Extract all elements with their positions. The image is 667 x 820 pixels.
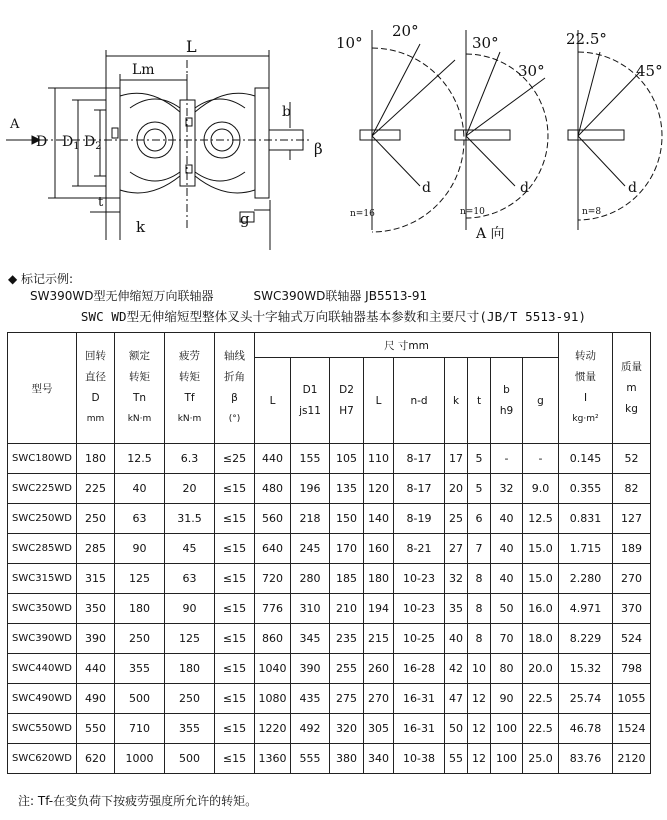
value-cell: ≤25 (215, 444, 255, 474)
value-cell: 50 (445, 714, 468, 744)
value-cell: ≤15 (215, 684, 255, 714)
value-cell: 4.971 (559, 594, 613, 624)
header-size: 尺 寸mm (255, 333, 559, 358)
header-rated-torque: 额定 转矩 Tn kN·m (115, 333, 165, 444)
value-cell: 490 (77, 684, 115, 714)
value-cell: 305 (364, 714, 394, 744)
value-cell: 40 (445, 624, 468, 654)
header-t: t (468, 358, 491, 444)
header-inertia: 转动 惯量 I kg·m² (559, 333, 613, 444)
value-cell: 20.0 (523, 654, 559, 684)
value-cell: 25.74 (559, 684, 613, 714)
value-cell: 524 (613, 624, 651, 654)
value-cell: 40 (115, 474, 165, 504)
value-cell: 16-28 (394, 654, 445, 684)
value-cell: 127 (613, 504, 651, 534)
model-cell: SWC250WD (8, 504, 77, 534)
value-cell: 8 (468, 624, 491, 654)
value-cell: 185 (330, 564, 364, 594)
value-cell: 45 (165, 534, 215, 564)
value-cell: 189 (613, 534, 651, 564)
value-cell: 16.0 (523, 594, 559, 624)
value-cell: 52 (613, 444, 651, 474)
value-cell: 1080 (255, 684, 291, 714)
value-cell: 32 (491, 474, 523, 504)
header-D1: D1 js11 (291, 358, 330, 444)
value-cell: 46.78 (559, 714, 613, 744)
model-cell: SWC550WD (8, 714, 77, 744)
value-cell: 245 (291, 534, 330, 564)
header-diameter: 回转 直径 D mm (77, 333, 115, 444)
label-b: b (282, 104, 291, 120)
value-cell: 8 (468, 564, 491, 594)
value-cell: 6.3 (165, 444, 215, 474)
value-cell: 720 (255, 564, 291, 594)
table-row (8, 534, 651, 564)
value-cell: 70 (491, 624, 523, 654)
value-cell: - (491, 444, 523, 474)
value-cell: 210 (330, 594, 364, 624)
value-cell: ≤15 (215, 714, 255, 744)
value-cell: 280 (291, 564, 330, 594)
value-cell: 0.145 (559, 444, 613, 474)
value-cell: 31.5 (165, 504, 215, 534)
example-line (30, 289, 427, 303)
value-cell: 1055 (613, 684, 651, 714)
flange1-angle1: 10° (336, 34, 363, 52)
value-cell: 42 (445, 654, 468, 684)
flange1-d: d (422, 180, 431, 196)
value-cell: 480 (255, 474, 291, 504)
value-cell: 20 (165, 474, 215, 504)
value-cell: 50 (491, 594, 523, 624)
value-cell: 18.0 (523, 624, 559, 654)
value-cell: 16-31 (394, 684, 445, 714)
value-cell: 0.831 (559, 504, 613, 534)
value-cell: 8 (468, 594, 491, 624)
value-cell: 355 (165, 714, 215, 744)
value-cell: 2120 (613, 744, 651, 774)
value-cell: 10 (468, 654, 491, 684)
value-cell: 555 (291, 744, 330, 774)
view-label: A 向 (476, 226, 505, 242)
value-cell: 225 (77, 474, 115, 504)
model-cell: SWC490WD (8, 684, 77, 714)
flange-view-8 (568, 30, 662, 230)
value-cell: 1360 (255, 744, 291, 774)
value-cell: 10-23 (394, 564, 445, 594)
label-k: k (136, 218, 146, 236)
value-cell: 35 (445, 594, 468, 624)
value-cell: 10-25 (394, 624, 445, 654)
label-D2: $D_2$ (84, 134, 102, 152)
value-cell: 620 (77, 744, 115, 774)
flange3-angle1: 22.5° (566, 30, 607, 48)
header-mass: 质量 m kg (613, 333, 651, 444)
value-cell: 6 (468, 504, 491, 534)
value-cell: 180 (364, 564, 394, 594)
value-cell: 0.355 (559, 474, 613, 504)
header-g: g (523, 358, 559, 444)
value-cell: 218 (291, 504, 330, 534)
value-cell: 140 (364, 504, 394, 534)
value-cell: ≤15 (215, 504, 255, 534)
value-cell: 12.5 (523, 504, 559, 534)
value-cell: 80 (491, 654, 523, 684)
value-cell: 8-17 (394, 444, 445, 474)
value-cell: 27 (445, 534, 468, 564)
value-cell: ≤15 (215, 624, 255, 654)
label-Lm: Lm (132, 62, 155, 78)
table-row (8, 744, 651, 774)
value-cell: 12 (468, 744, 491, 774)
flange-view-10 (455, 30, 548, 230)
value-cell: 22.5 (523, 714, 559, 744)
value-cell: 10-38 (394, 744, 445, 774)
value-cell: 16-31 (394, 714, 445, 744)
value-cell: 7 (468, 534, 491, 564)
table-row (8, 684, 651, 714)
value-cell: 17 (445, 444, 468, 474)
flange-view-16 (360, 30, 464, 232)
value-cell: 340 (364, 744, 394, 774)
header-angle: 轴线 折角 β (°) (215, 333, 255, 444)
value-cell: 550 (77, 714, 115, 744)
spec-table (7, 332, 651, 774)
example-part1: SW390WD型无伸缩短万向联轴器 (30, 289, 214, 303)
value-cell: ≤15 (215, 744, 255, 774)
value-cell: ≤15 (215, 654, 255, 684)
value-cell: 310 (291, 594, 330, 624)
value-cell: - (523, 444, 559, 474)
value-cell: 10-23 (394, 594, 445, 624)
model-cell: SWC620WD (8, 744, 77, 774)
model-cell: SWC390WD (8, 624, 77, 654)
model-cell: SWC315WD (8, 564, 77, 594)
value-cell: 435 (291, 684, 330, 714)
value-cell: 8-21 (394, 534, 445, 564)
flange3-d: d (628, 180, 637, 196)
coupling-side-view (6, 50, 310, 250)
value-cell: 9.0 (523, 474, 559, 504)
value-cell: 285 (77, 534, 115, 564)
value-cell: 260 (364, 654, 394, 684)
value-cell: 8-19 (394, 504, 445, 534)
value-cell: 55 (445, 744, 468, 774)
label-g: g (240, 210, 250, 228)
value-cell: 250 (77, 504, 115, 534)
value-cell: 22.5 (523, 684, 559, 714)
value-cell: 250 (115, 624, 165, 654)
example-part2: SWC390WD联轴器 JB5513-91 (253, 289, 428, 303)
value-cell: 90 (115, 534, 165, 564)
value-cell: 8-17 (394, 474, 445, 504)
table-row (8, 474, 651, 504)
header-fatigue-torque: 疲劳 转矩 Tf kN·m (165, 333, 215, 444)
value-cell: 40 (491, 564, 523, 594)
flange3-angle2: 45° (636, 62, 663, 80)
technical-drawing (0, 0, 667, 262)
value-cell: 500 (165, 744, 215, 774)
header-D2: D2 H7 (330, 358, 364, 444)
value-cell: 270 (364, 684, 394, 714)
value-cell: 390 (77, 624, 115, 654)
value-cell: 1040 (255, 654, 291, 684)
value-cell: 15.32 (559, 654, 613, 684)
label-D1: $D_1$ (62, 134, 80, 152)
value-cell: 135 (330, 474, 364, 504)
value-cell: 12 (468, 684, 491, 714)
value-cell: 90 (165, 594, 215, 624)
table-title: SWC WD型无伸缩短型整体叉头十字轴式万向联轴器基本参数和主要尺寸(JB/T 5513-91) (80, 309, 587, 324)
value-cell: 160 (364, 534, 394, 564)
table-body (8, 444, 651, 774)
value-cell: 1.715 (559, 534, 613, 564)
value-cell: 500 (115, 684, 165, 714)
value-cell: 345 (291, 624, 330, 654)
value-cell: 100 (491, 744, 523, 774)
value-cell: 2.280 (559, 564, 613, 594)
value-cell: 40 (491, 534, 523, 564)
header-L: L (255, 358, 291, 444)
flange2-count: n=10 (460, 207, 485, 217)
value-cell: 120 (364, 474, 394, 504)
model-cell: SWC350WD (8, 594, 77, 624)
flange1-angle2: 20° (392, 22, 419, 40)
value-cell: 710 (115, 714, 165, 744)
value-cell: 125 (115, 564, 165, 594)
value-cell: 110 (364, 444, 394, 474)
model-cell: SWC440WD (8, 654, 77, 684)
table-row (8, 444, 651, 474)
header-b: b h9 (491, 358, 523, 444)
value-cell: 100 (491, 714, 523, 744)
value-cell: 860 (255, 624, 291, 654)
value-cell: 250 (165, 684, 215, 714)
header-Lm: L (364, 358, 394, 444)
flange1-count: n=16 (350, 209, 375, 219)
value-cell: 270 (613, 564, 651, 594)
value-cell: 5 (468, 474, 491, 504)
value-cell: 180 (77, 444, 115, 474)
value-cell: 15.0 (523, 564, 559, 594)
flange2-angle1: 30° (472, 34, 499, 52)
value-cell: 5 (468, 444, 491, 474)
value-cell: 47 (445, 684, 468, 714)
model-cell: SWC225WD (8, 474, 77, 504)
value-cell: 150 (330, 504, 364, 534)
table-row (8, 714, 651, 744)
label-D: D (36, 134, 48, 150)
table-row (8, 564, 651, 594)
value-cell: 1524 (613, 714, 651, 744)
value-cell: 390 (291, 654, 330, 684)
value-cell: ≤15 (215, 474, 255, 504)
value-cell: 25.0 (523, 744, 559, 774)
header-model: 型号 (8, 333, 77, 444)
value-cell: 63 (115, 504, 165, 534)
value-cell: 492 (291, 714, 330, 744)
value-cell: 370 (613, 594, 651, 624)
table-row (8, 624, 651, 654)
value-cell: 194 (364, 594, 394, 624)
flange2-d: d (520, 180, 529, 196)
value-cell: 32 (445, 564, 468, 594)
label-A: A (10, 117, 20, 132)
value-cell: 235 (330, 624, 364, 654)
value-cell: 560 (255, 504, 291, 534)
value-cell: 63 (165, 564, 215, 594)
value-cell: 776 (255, 594, 291, 624)
value-cell: 90 (491, 684, 523, 714)
value-cell: 255 (330, 654, 364, 684)
model-cell: SWC180WD (8, 444, 77, 474)
value-cell: 320 (330, 714, 364, 744)
value-cell: 180 (165, 654, 215, 684)
label-t: t (98, 195, 104, 210)
value-cell: ≤15 (215, 534, 255, 564)
value-cell: 12 (468, 714, 491, 744)
value-cell: 12.5 (115, 444, 165, 474)
value-cell: 40 (491, 504, 523, 534)
table-row (8, 594, 651, 624)
value-cell: 798 (613, 654, 651, 684)
value-cell: 1000 (115, 744, 165, 774)
model-cell: SWC285WD (8, 534, 77, 564)
value-cell: 215 (364, 624, 394, 654)
header-k: k (445, 358, 468, 444)
value-cell: 355 (115, 654, 165, 684)
table-row (8, 654, 651, 684)
value-cell: 196 (291, 474, 330, 504)
value-cell: ≤15 (215, 594, 255, 624)
value-cell: 8.229 (559, 624, 613, 654)
value-cell: 440 (255, 444, 291, 474)
value-cell: 170 (330, 534, 364, 564)
value-cell: ≤15 (215, 564, 255, 594)
value-cell: 640 (255, 534, 291, 564)
value-cell: 1220 (255, 714, 291, 744)
value-cell: 83.76 (559, 744, 613, 774)
value-cell: 15.0 (523, 534, 559, 564)
value-cell: 275 (330, 684, 364, 714)
header-nd: n-d (394, 358, 445, 444)
value-cell: 125 (165, 624, 215, 654)
value-cell: 25 (445, 504, 468, 534)
label-beta: β (314, 140, 323, 158)
label-L: L (186, 37, 197, 56)
value-cell: 20 (445, 474, 468, 504)
value-cell: 350 (77, 594, 115, 624)
footnote: 注: Tf-在变负荷下按疲劳强度所允许的转矩。 (18, 794, 258, 808)
example-heading: ◆ 标记示例: (8, 272, 74, 286)
value-cell: 380 (330, 744, 364, 774)
table-row (8, 504, 651, 534)
value-cell: 82 (613, 474, 651, 504)
value-cell: 180 (115, 594, 165, 624)
flange3-count: n=8 (582, 207, 602, 217)
value-cell: 315 (77, 564, 115, 594)
value-cell: 105 (330, 444, 364, 474)
value-cell: 440 (77, 654, 115, 684)
value-cell: 155 (291, 444, 330, 474)
flange2-angle2: 30° (518, 62, 545, 80)
